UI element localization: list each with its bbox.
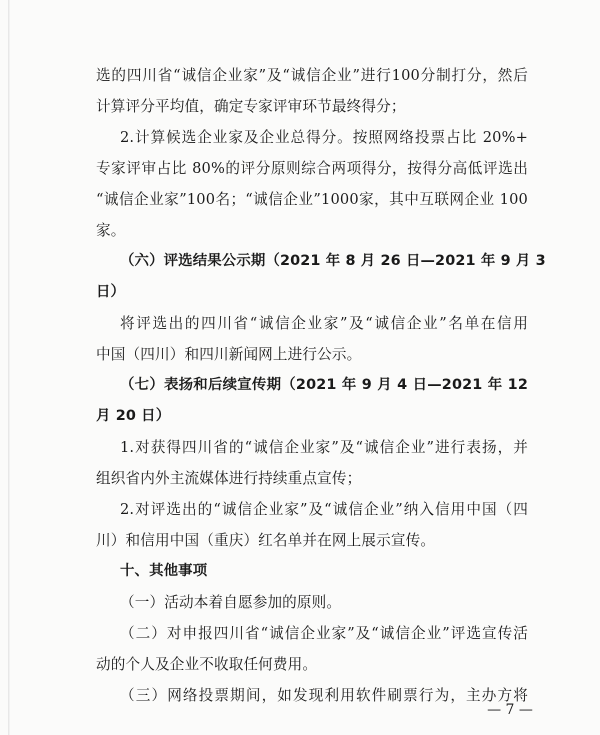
section-heading-ten: 十、其他事项	[120, 563, 208, 579]
body-line-20: 动的个人及企业不收取任何费用。	[96, 656, 318, 673]
body-line-6: 家。	[96, 222, 126, 239]
body-line-16: 川）和信用中国（重庆）红名单并在网上展示宣传。	[96, 532, 436, 549]
body-line-14: 组织省内外主流媒体进行持续重点宣传；	[96, 470, 362, 487]
body-line-18: （一）活动本着自愿参加的原则。	[120, 594, 342, 611]
body-line-10: 中国（四川）和四川新闻网上进行公示。	[96, 346, 362, 363]
body-line-15: 2.对评选出的“诚信企业家”及“诚信企业”纳入信用中国（四	[120, 501, 528, 518]
section-heading-six: （六）评选结果公示期（2021 年 8 月 26 日—2021 年 9 月 3	[120, 253, 546, 269]
body-line-19: （二）对申报四川省“诚信企业家”及“诚信企业”评选宣传活	[120, 625, 528, 642]
body-line-9: 将评选出的四川省“诚信企业家”及“诚信企业”名单在信用	[120, 315, 528, 332]
body-line-4: 专家评审占比 80%的评分原则综合两项得分，按得分高低评选出	[96, 160, 528, 177]
body-line-21: （三）网络投票期间，如发现利用软件刷票行为，主办方将	[120, 687, 528, 704]
body-line-5: “诚信企业家”100名；“诚信企业”1000家，其中互联网企业 100	[96, 191, 528, 208]
page-number: — 7 —	[487, 702, 533, 718]
section-heading-seven-cont: 月 20 日）	[96, 408, 171, 424]
body-line-1: 选的四川省“诚信企业家”及“诚信企业”进行100分制打分，然后	[96, 67, 528, 84]
section-heading-seven: （七）表扬和后续宣传期（2021 年 9 月 4 日—2021 年 12	[120, 377, 528, 393]
body-line-13: 1.对获得四川省的“诚信企业家”及“诚信企业”进行表扬，并	[120, 439, 528, 456]
body-line-3: 2.计算候选企业家及企业总得分。按照网络投票占比 20%+	[120, 129, 528, 146]
body-line-2: 计算评分平均值，确定专家评审环节最终得分；	[96, 98, 406, 115]
section-heading-six-cont: 日）	[96, 284, 126, 300]
